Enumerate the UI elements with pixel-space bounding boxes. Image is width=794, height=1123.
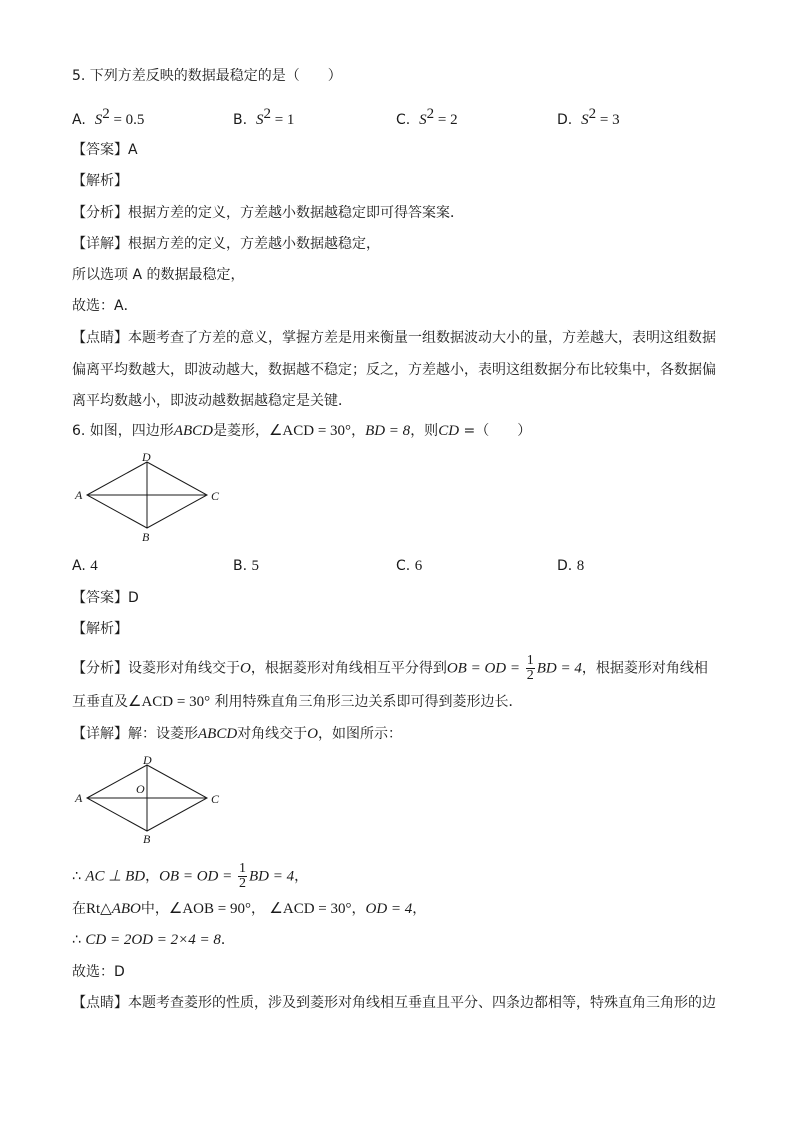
center-label-o: O — [136, 782, 145, 796]
fraction-one-half: $\frac{1}{2}$ — [526, 653, 534, 683]
vertex-label-a: A — [75, 488, 83, 502]
q5-dianjing-line3: 离平均数越小，即波动越数据越稳定是关键． — [72, 393, 352, 409]
q6-step1: ∴ AC ⊥ BD，OB = OD = $\frac{1}{2}$ BD = 4， — [72, 861, 309, 891]
q5-option-b: B. $S^2 = 1$ — [233, 106, 295, 128]
q5-xiangjie-line2: 所以选项 A 的数据最稳定， — [72, 267, 245, 283]
vertex-label-d: D — [142, 452, 151, 464]
q5-option-d: D. $S^2 = 3$ — [557, 106, 620, 128]
vertex-label-b: B — [143, 832, 151, 845]
fraction-one-half: $\frac{1}{2}$ — [239, 861, 246, 891]
q5-dianjing-line2: 偏离平均数越大，即波动越大，数据越不稳定；反之，方差越小，表明这组数据分布比较集中，各数据偏 — [72, 362, 716, 378]
q6-stem: 6. 如图，四边形ABCD是菱形，∠ACD = 30°，BD = 8，则CD =（ ） — [72, 423, 532, 439]
q5-answer: 【答案】A — [72, 142, 138, 158]
q6-step3: ∴ CD = 2OD = 2×4 = 8． — [72, 932, 235, 948]
q6-fenxi-line2: 互垂直及∠ACD = 30° 利用特殊直角三角形三边关系即可得到菱形边长． — [72, 694, 523, 710]
vertex-label-c: C — [211, 489, 220, 503]
q5-fenxi: 【分析】根据方差的定义，方差越小数据越稳定即可得答案案． — [72, 205, 464, 221]
q6-xiangjie: 【详解】解：设菱形ABCD对角线交于O，如图所示： — [72, 726, 403, 742]
vertex-label-a: A — [75, 791, 83, 805]
vertex-label-d: D — [143, 753, 152, 767]
vertex-label-b: B — [142, 530, 150, 544]
q6-option-a: A. 4 — [72, 558, 98, 574]
q5-conclusion: 故选：A． — [72, 298, 138, 314]
q5-option-c: C. $S^2 = 2$ — [396, 106, 458, 128]
q6-conclusion: 故选：D — [72, 964, 125, 980]
q6-analysis-heading: 【解析】 — [72, 621, 128, 637]
q5-stem: 5. 下列方差反映的数据最稳定的是（ ） — [72, 68, 342, 84]
q6-option-d: D. 8 — [557, 558, 585, 574]
q5-option-a: A. $S^2 = 0.5$ — [72, 106, 145, 128]
q5-analysis-heading: 【解析】 — [72, 173, 128, 189]
q6-fenxi: 【分析】设菱形对角线交于O，根据菱形对角线相互平分得到OB = OD = $\frac{1}{2}$ BD = 4，根据菱形对角线相 — [72, 653, 708, 683]
q6-dianjing: 【点睛】本题考查菱形的性质，涉及到菱形对角线相互垂直且平分、四条边都相等，特殊直角三角形的边 — [72, 995, 716, 1011]
q5-xiangjie: 【详解】根据方差的定义，方差越小数据越稳定， — [72, 236, 380, 252]
q5-dianjing: 【点睛】本题考查了方差的意义，掌握方差是用来衡量一组数据波动大小的量，方差越大，表明这组数据 — [72, 330, 716, 346]
q6-option-b: B. 5 — [233, 558, 260, 574]
vertex-label-c: C — [211, 792, 220, 806]
q6-rhombus-figure-with-o — [72, 753, 232, 845]
q6-option-c: C. 6 — [396, 558, 423, 574]
q6-step2: 在Rt△ABO中，∠AOB = 90°， ∠ACD = 30°，OD = 4， — [72, 901, 427, 917]
q6-rhombus-figure — [72, 452, 232, 544]
q6-answer: 【答案】D — [72, 590, 139, 606]
